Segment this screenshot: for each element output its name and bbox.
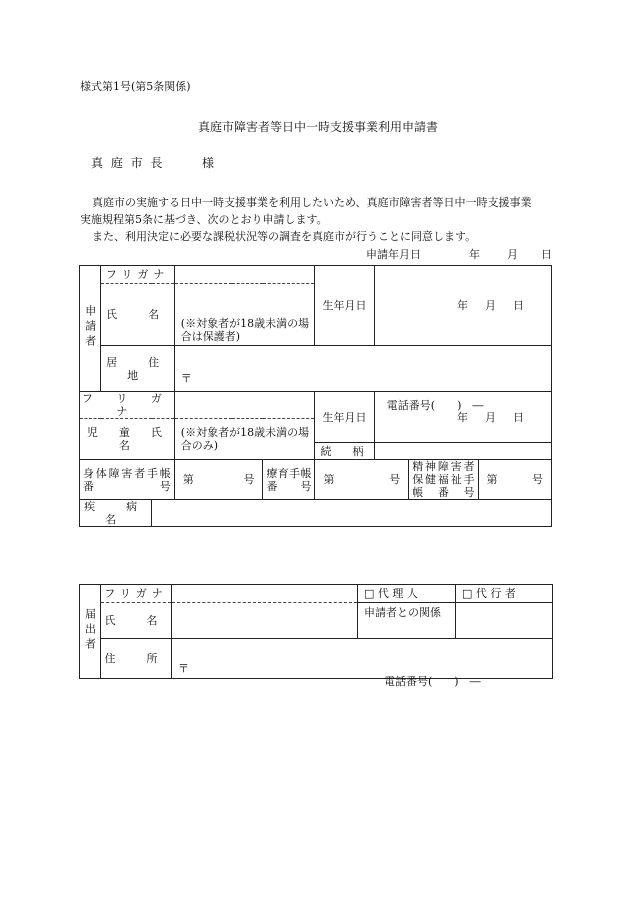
option-proxy-checkbox[interactable]: □ 代 行 者 xyxy=(456,585,553,603)
mental-cert-label: 精神障害者保健福祉手帳番号 xyxy=(409,460,478,500)
paragraph-line-2: 実施規程第5条に基づき、次のとおり申請します。 xyxy=(80,213,328,226)
relation-label: 申請者との関係 xyxy=(358,603,456,639)
notifier-phone: 電話番号( ) ― xyxy=(384,674,481,688)
applicant-birth-label: 生年月日 xyxy=(315,266,374,346)
child-relation-label: 続 柄 xyxy=(315,443,374,460)
ryoiku-cert-label: 療育手帳番 号 xyxy=(263,460,315,500)
applicant-furigana-label: フリガナ xyxy=(101,266,174,284)
applicant-name-input[interactable] xyxy=(174,284,315,346)
physical-cert-input[interactable]: 第 号 xyxy=(174,460,263,500)
child-name-label: 児 童 氏 名 xyxy=(80,419,175,460)
child-furigana-label: フ リ ガ ナ xyxy=(80,392,175,419)
page-title: 真庭市障害者等日中一時支援事業利用申請書 xyxy=(198,120,439,134)
application-date-label: 申請年月日 xyxy=(366,248,421,261)
notifier-furigana-input[interactable] xyxy=(172,585,358,603)
child-furigana-input[interactable] xyxy=(174,392,315,419)
option-agent-checkbox[interactable]: □ 代 理 人 xyxy=(358,585,456,603)
notifier-name-input[interactable] xyxy=(172,603,358,639)
addressee-honorific: 様 xyxy=(202,156,215,170)
notifier-section-label: 届出者 xyxy=(80,585,101,679)
applicant-furigana-input[interactable] xyxy=(174,266,315,284)
disease-label: 疾 病 名 xyxy=(80,500,152,527)
ryoiku-cert-input[interactable]: 第 号 xyxy=(315,460,409,500)
applicant-address-input[interactable] xyxy=(174,346,551,412)
postal-mark: 〒 xyxy=(180,371,192,385)
disease-input[interactable] xyxy=(152,500,552,527)
child-name-input[interactable] xyxy=(174,419,315,460)
applicant-birth-input[interactable]: 年 月 日 xyxy=(374,266,551,346)
notifier-address-label: 住 所 xyxy=(101,639,172,679)
mental-cert-input[interactable]: 第 号 xyxy=(478,460,551,500)
application-date-day: 日 xyxy=(541,248,552,261)
notifier-furigana-label: フリガナ xyxy=(101,585,172,603)
applicant-section-label: 申請者 xyxy=(80,266,101,392)
applicant-name-label: 氏 名 xyxy=(101,284,174,346)
physical-cert-label: 身体障害者手帳番号 xyxy=(80,460,175,500)
applicant-table xyxy=(79,265,552,527)
notifier-table xyxy=(79,584,553,688)
child-relation-input[interactable] xyxy=(374,443,551,460)
form-number: 様式第1号(第5条関係) xyxy=(80,80,191,93)
child-birth-label: 生年月日 xyxy=(315,392,374,443)
applicant-address-label: 居 住 地 xyxy=(101,346,174,392)
paragraph-line-3: また、利用決定に必要な課税状況等の調査を真庭市が行うことに同意します。 xyxy=(92,230,477,243)
child-birth-input[interactable]: 年 月 日 xyxy=(374,392,551,443)
notifier-postal-mark: 〒 xyxy=(178,661,189,675)
application-date-month: 月 xyxy=(507,248,518,261)
relation-input[interactable] xyxy=(456,603,553,639)
notifier-name-label: 氏 名 xyxy=(101,603,172,639)
application-date-year: 年 xyxy=(469,248,480,261)
notifier-address-input[interactable] xyxy=(172,639,553,688)
paragraph-line-1: 真庭市の実施する日中一時支援事業を利用したいため、真庭市障害者等日中一時支援事業 xyxy=(92,196,532,209)
child-name-note: (※対象者が18歳未満の場合のみ) xyxy=(180,426,310,452)
applicant-phone: 電話番号( ) ― xyxy=(386,398,484,412)
addressee-name: 真 庭 市 長 xyxy=(91,156,165,170)
applicant-name-note: (※対象者が18歳未満の場合は保護者) xyxy=(180,317,310,343)
